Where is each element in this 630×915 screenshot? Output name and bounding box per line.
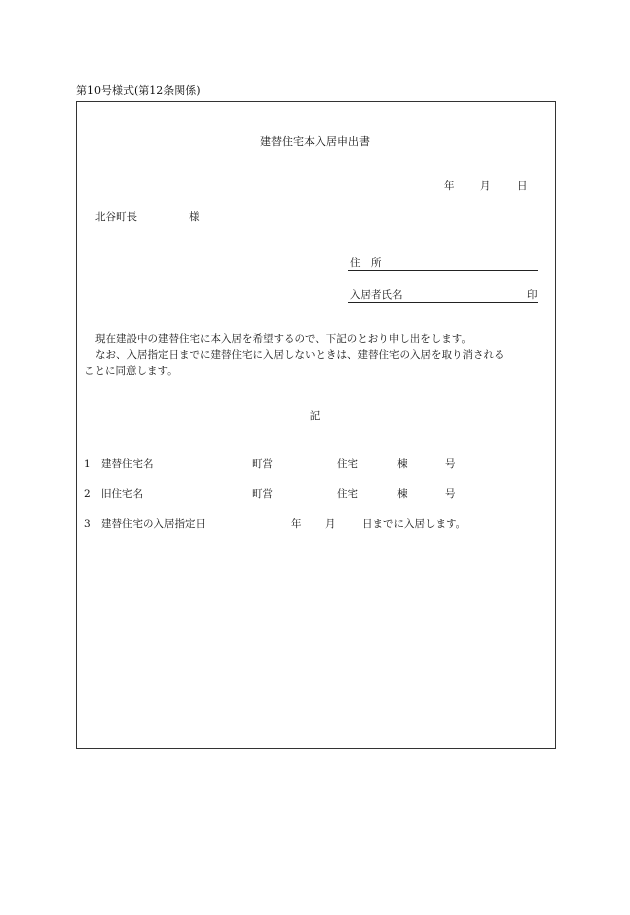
body-paragraph-line-2: なお、入居指定日までに建替住宅に入居しないときは、建替住宅の入居を取り消される [95, 349, 505, 361]
item-year-label: 年 [291, 518, 302, 530]
item-town-label: 町営 [252, 488, 273, 500]
address-label: 住 所 [350, 257, 382, 269]
form-number-label: 第10号様式(第12条関係) [76, 84, 201, 97]
item-month-label: 月 [325, 518, 336, 530]
item-label: 建替住宅の入居指定日 [101, 518, 206, 530]
item-label: 旧住宅名 [101, 488, 143, 500]
addressee-suffix: 様 [189, 211, 200, 223]
item-number: 2 [84, 488, 91, 500]
item-building-label: 棟 [397, 488, 408, 500]
body-paragraph-line-3: ことに同意します。 [84, 365, 178, 377]
item-number-label: 号 [445, 488, 456, 500]
item-label: 建替住宅名 [101, 458, 154, 470]
date-year-label: 年 [444, 180, 455, 192]
item-number: 1 [84, 458, 91, 470]
applicant-name-label: 入居者氏名 [350, 289, 403, 301]
document-title: 建替住宅本入居申出書 [260, 135, 370, 148]
addressee-name: 北谷町長 [95, 211, 137, 223]
date-month-label: 月 [480, 180, 491, 192]
item-day-suffix: 日までに入居します。 [362, 518, 467, 530]
item-house-label: 住宅 [337, 488, 358, 500]
date-day-label: 日 [517, 180, 528, 192]
item-town-label: 町営 [252, 458, 273, 470]
form-frame [76, 101, 556, 749]
item-number-label: 号 [445, 458, 456, 470]
body-paragraph-line-1: 現在建設中の建替住宅に本入居を希望するので、下記のとおり申し出をします。 [95, 333, 472, 345]
item-number: 3 [84, 518, 91, 530]
ki-heading: 記 [309, 410, 321, 422]
item-house-label: 住宅 [337, 458, 358, 470]
seal-mark: 印 [527, 289, 538, 301]
item-building-label: 棟 [397, 458, 408, 470]
